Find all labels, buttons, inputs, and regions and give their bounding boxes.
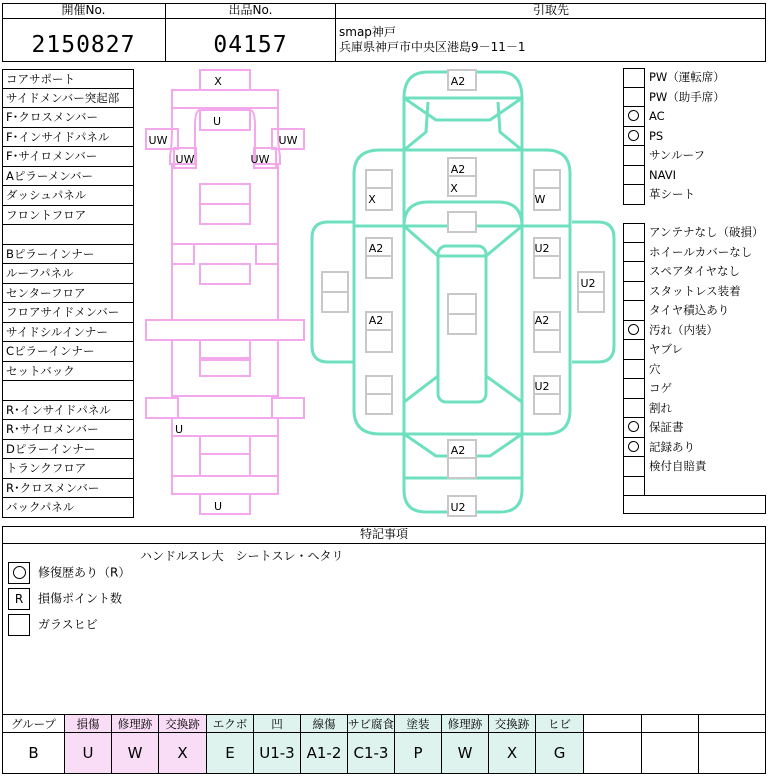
option-label: スペアタイヤなし (649, 264, 740, 278)
legend-damage (8, 588, 122, 610)
legend-repair (8, 562, 130, 584)
option-label: スタットレス装着 (649, 283, 741, 298)
body-mark-fender-r: W (534, 193, 546, 206)
checkbox[interactable] (623, 68, 645, 88)
grade-header-cell: 線傷 (301, 715, 348, 733)
option-label: PS (649, 128, 664, 143)
frame-mark-fsai-r: UW (250, 153, 270, 166)
shuppin-label: 出品No. (166, 3, 335, 19)
body-mark-front-top: A2 (450, 163, 466, 176)
option-label: サンルーフ (649, 148, 706, 162)
part-row: バックパネル (2, 498, 134, 518)
equipment-item (623, 127, 766, 147)
part-row: サイドメンバー突起部 (2, 89, 134, 109)
frame-mark-rsai-l: U (174, 423, 184, 436)
conditions-blank-row (623, 495, 766, 514)
checkbox[interactable] (623, 243, 645, 263)
part-row: Cピラーインナー (2, 342, 134, 362)
legend-repair-symbol (8, 562, 30, 584)
option-label: コゲ (649, 381, 672, 395)
part-row: サイドシルインナー (2, 323, 134, 343)
part-row: F･サイロメンバー (2, 147, 134, 167)
condition-item (623, 360, 766, 380)
equipment-item (623, 107, 766, 127)
grade-header-cell: 損傷 (65, 715, 112, 733)
grade-header-cell: 凹 (254, 715, 301, 733)
notes-box (2, 526, 766, 715)
option-label: AC (649, 109, 665, 123)
legend-damage-symbol: R (8, 588, 30, 610)
body-mark-fender-l: X (368, 193, 376, 206)
shuppin-cell (166, 3, 336, 62)
notes-text: ハンドルスレ大 シートスレ・ヘタリ (140, 549, 344, 563)
legend-glass-symbol (8, 614, 30, 636)
body-mark-rear: U2 (450, 501, 466, 514)
checkbox[interactable] (623, 301, 645, 321)
part-row (2, 381, 134, 401)
grade-value-cell: B (3, 733, 65, 774)
checkbox[interactable] (623, 379, 645, 399)
condition-item (623, 243, 766, 263)
body-mark-hood: A2 (450, 75, 466, 88)
equipment-item (623, 88, 766, 108)
equipment-item (623, 166, 766, 186)
hikitori-address: 兵庫県神戸市中央区港島9－11－1 (339, 40, 526, 54)
grade-header-cell: ヒビ (536, 715, 584, 733)
grade-table-values (3, 733, 766, 774)
grade-header-cell: 修理跡 (442, 715, 489, 733)
grade-value-cell: P (395, 733, 442, 774)
equipment-list (623, 68, 766, 205)
checkbox[interactable] (623, 107, 645, 127)
circle-mark-icon (628, 441, 639, 452)
checkbox[interactable] (623, 321, 645, 341)
grade-value-cell: U (65, 733, 112, 774)
option-label: 保証書 (649, 420, 684, 434)
grade-value-cell: E (207, 733, 254, 774)
part-row: R･クロスメンバー (2, 479, 134, 499)
checkbox[interactable] (623, 399, 645, 419)
part-row: フロントフロア (2, 206, 134, 226)
condition-item (623, 399, 766, 419)
option-label: ヤブレ (649, 342, 684, 356)
checkbox[interactable] (623, 418, 645, 438)
frame-diagram (140, 66, 310, 518)
frame-mark-back: U (213, 500, 223, 513)
grade-header-cell: サビ腐食 (348, 716, 394, 731)
equipment-item (623, 146, 766, 166)
grade-value-cell (642, 733, 699, 774)
frame-mark-fin-l: UW (148, 134, 168, 147)
part-row: Aピラーメンバー (2, 167, 134, 187)
checkbox[interactable] (623, 282, 645, 302)
circle-mark-icon (628, 110, 639, 121)
body-mark-quarter-r: U2 (534, 380, 550, 393)
option-label: 汚れ（内装） (649, 322, 718, 337)
option-label: 割れ (649, 400, 672, 415)
frame-mark-fin-r: UW (278, 134, 298, 147)
equipment-item (623, 68, 766, 88)
part-row: Dピラーインナー (2, 440, 134, 460)
checkbox[interactable] (623, 185, 645, 205)
condition-item (623, 340, 766, 360)
checkbox[interactable] (623, 438, 645, 458)
checkbox[interactable] (623, 223, 645, 243)
conditions-list (623, 223, 766, 496)
body-mark-door-rl: A2 (368, 314, 384, 327)
part-row (2, 225, 134, 245)
option-label: NAVI (649, 167, 676, 182)
circle-mark-icon (628, 324, 639, 335)
part-row: F･インサイドパネル (2, 128, 134, 148)
body-mark-side-r: U2 (580, 277, 596, 290)
body-mark-door-rr: A2 (534, 314, 550, 327)
part-row: R･インサイドパネル (2, 401, 134, 421)
grade-header-cell: 修理跡 (112, 715, 159, 733)
grade-value-cell (699, 733, 766, 774)
grade-value-cell: X (489, 733, 536, 774)
grade-value-cell: U1-3 (254, 733, 301, 774)
kaisai-value: 2150827 (31, 32, 136, 58)
grade-value-cell: W (442, 733, 489, 774)
condition-item (623, 457, 766, 477)
option-label: 穴 (649, 361, 661, 376)
condition-item (623, 223, 766, 243)
grade-header-cell: 交換跡 (159, 715, 207, 733)
part-row: R･サイロメンバー (2, 420, 134, 440)
parts-list (2, 69, 134, 518)
circle-mark-icon (628, 130, 639, 141)
grade-value-cell: C1-3 (348, 733, 395, 774)
hikitori-label: 引取先 (336, 3, 766, 19)
checkbox[interactable] (623, 88, 645, 108)
checkbox[interactable] (623, 146, 645, 166)
legend-glass (8, 614, 98, 636)
kaisai-cell (2, 3, 166, 62)
condition-item (623, 282, 766, 302)
checkbox[interactable] (623, 166, 645, 186)
option-label: アンテナなし（破損） (649, 225, 764, 239)
condition-item (623, 379, 766, 399)
part-row: ルーフパネル (2, 264, 134, 284)
option-label: PW（助手席） (649, 89, 725, 104)
body-mark-front-x: X (450, 182, 458, 195)
grade-table (2, 714, 766, 774)
hikitori-cell (336, 3, 766, 62)
grade-header-cell (584, 715, 642, 733)
hikitori-name: smap神戸 (339, 25, 396, 39)
equipment-item (623, 185, 766, 205)
grade-value-cell: G (536, 733, 584, 774)
condition-item (623, 321, 766, 341)
grade-header-cell: グループ (3, 715, 65, 733)
body-mark-door-fr: U2 (534, 242, 550, 255)
option-label: タイヤ積込あり (649, 303, 730, 317)
legend-repair-label: 修復歴あり（R） (38, 565, 131, 580)
part-row: Bピラーインナー (2, 245, 134, 265)
frame-mark-core: X (214, 75, 222, 88)
grade-table-header (3, 715, 766, 733)
condition-item (623, 477, 766, 497)
checkbox[interactable] (623, 457, 645, 477)
option-label: PW（運転席） (649, 70, 725, 84)
part-row: トランクフロア (2, 459, 134, 479)
part-row: ダッシュパネル (2, 186, 134, 206)
grade-header-cell: 塗装 (395, 715, 442, 733)
grade-value-cell: W (112, 733, 159, 774)
grade-value-cell: A1-2 (301, 733, 348, 774)
frame-mark-fsai-l: UW (175, 153, 195, 166)
grade-value-cell (584, 733, 642, 774)
body-mark-door-fl: A2 (368, 242, 384, 255)
option-label: ホイールカバーなし (649, 244, 753, 259)
grade-header-cell: エクボ (207, 715, 254, 733)
part-row: コアサポート (2, 69, 134, 89)
checkbox[interactable] (623, 262, 645, 282)
legend-damage-label: 損傷ポイント数 (38, 591, 123, 606)
part-row: センターフロア (2, 284, 134, 304)
checkbox[interactable] (623, 360, 645, 380)
option-label: 記録あり (649, 439, 695, 454)
circle-mark-icon (628, 421, 639, 432)
part-row: フロアサイドメンバー (2, 303, 134, 323)
grade-value-cell: X (159, 733, 207, 774)
option-label: 検付自賠責 (649, 459, 707, 473)
option-label: 革シート (649, 187, 695, 201)
kaisai-label: 開催No. (2, 3, 165, 19)
part-row: セットバック (2, 362, 134, 382)
legend-glass-label: ガラスヒビ (38, 617, 98, 632)
checkbox[interactable] (623, 477, 645, 497)
frame-mark-fcross: U (212, 115, 222, 128)
circle-mark-icon (13, 566, 26, 579)
shuppin-value: 04157 (213, 32, 288, 58)
grade-header-cell: 交換跡 (489, 715, 536, 733)
checkbox[interactable] (623, 127, 645, 147)
notes-title: 特記事項 (2, 526, 766, 544)
body-diagram (308, 66, 622, 518)
body-mark-trunk: A2 (450, 444, 466, 457)
checkbox[interactable] (623, 340, 645, 360)
grade-header-cell (699, 715, 766, 733)
condition-item (623, 418, 766, 438)
part-row: F･クロスメンバー (2, 108, 134, 128)
grade-header-cell (642, 715, 699, 733)
condition-item (623, 438, 766, 458)
condition-item (623, 301, 766, 321)
condition-item (623, 262, 766, 282)
